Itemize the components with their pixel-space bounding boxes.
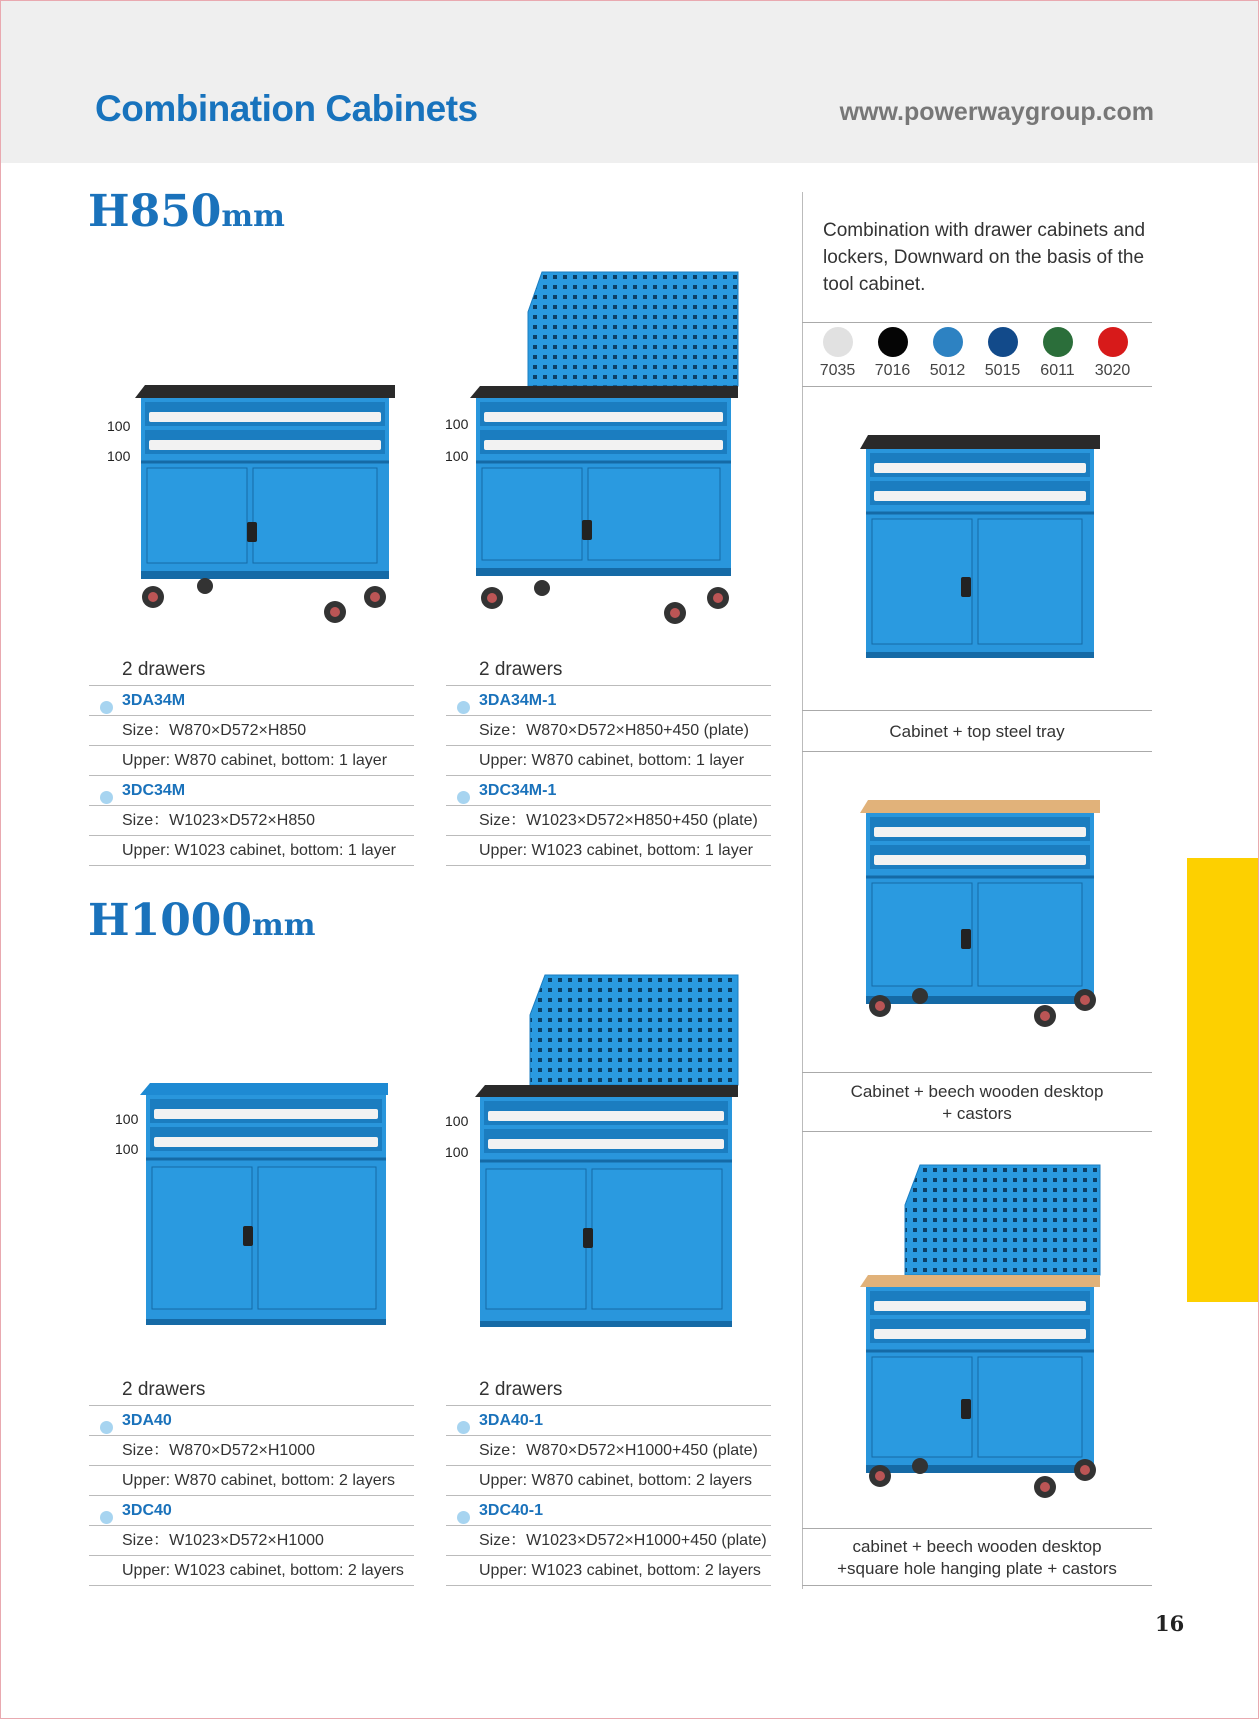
table-row (446, 1495, 771, 1525)
model-code: 3DA34M-1 (479, 692, 557, 709)
drawer-count: 2 drawers (122, 1379, 206, 1400)
table-row: Size：W870×D572×H1000 (89, 1435, 414, 1465)
divider (802, 1131, 1152, 1132)
divider (802, 1585, 1152, 1586)
swatch-5012: 5012 (920, 327, 975, 380)
divider (802, 1528, 1152, 1529)
drawer-height-label: 100 (445, 416, 469, 432)
caption-steel-tray: Cabinet + top steel tray (889, 722, 1065, 741)
table-row: Size：W1023×D572×H850+450 (plate) (446, 805, 771, 835)
table-row: Size：W870×D572×H1000+450 (plate) (446, 1435, 771, 1465)
model-code: 3DC40-1 (479, 1502, 544, 1519)
model-code: 3DA40-1 (479, 1412, 544, 1429)
side-accent-bar (1187, 858, 1259, 1302)
section-heading-h1000: H1000mm (88, 895, 316, 946)
drawer-height-label: 100 (445, 1144, 469, 1160)
drawer-count: 2 drawers (479, 659, 563, 680)
drawer-height-label: 100 (445, 448, 469, 464)
page-number: 16 (1155, 1611, 1185, 1636)
drawer-count: 2 drawers (479, 1379, 563, 1400)
product-spec-3da40 (89, 1375, 414, 1586)
divider (802, 751, 1152, 752)
table-row: Upper: W1023 cabinet, bottom: 2 layers (446, 1555, 771, 1586)
drawer-count: 2 drawers (122, 659, 206, 680)
drawer-height-label: 100 (115, 1111, 139, 1127)
table-row: Size：W1023×D572×H1000+450 (plate) (446, 1525, 771, 1555)
color-swatches (810, 327, 1140, 380)
table-row (89, 685, 414, 715)
product-spec-3da34m (89, 655, 414, 866)
model-code: 3DC34M (122, 782, 186, 799)
product-spec-3da40-1 (446, 1375, 771, 1586)
website-url[interactable]: www.powerwaygroup.com (839, 98, 1154, 126)
swatch-3020: 3020 (1085, 327, 1140, 380)
sidebar-description: Combination with drawer cabinets and lockers, Downward on the basis of the tool cabinet. (823, 220, 1146, 295)
model-code: 3DC40 (122, 1502, 172, 1519)
table-row: Upper: W870 cabinet, bottom: 2 layers (446, 1465, 771, 1495)
cabinet-3da34m-1-image (470, 272, 745, 632)
table-row (446, 685, 771, 715)
table-row: Size：W870×D572×H850 (89, 715, 414, 745)
section-heading-h850: H850mm (88, 186, 285, 237)
table-row: Upper: W1023 cabinet, bottom: 1 layer (89, 835, 414, 866)
swatch-7035: 7035 (810, 327, 865, 380)
cabinet-3da40-1-image (475, 975, 745, 1335)
table-row: Upper: W870 cabinet, bottom: 1 layer (446, 745, 771, 775)
table-row: Upper: W1023 cabinet, bottom: 1 layer (446, 835, 771, 866)
cabinet-3da34m-image (135, 385, 405, 630)
model-code: 3DA40 (122, 1412, 172, 1429)
page-header (0, 0, 1259, 163)
sidebar-divider (802, 192, 803, 1589)
page-title: Combination Cabinets (95, 88, 478, 129)
table-row (446, 775, 771, 805)
table-row: Upper: W870 cabinet, bottom: 1 layer (89, 745, 414, 775)
cabinet-3da40-image (140, 1083, 390, 1333)
divider (802, 710, 1152, 711)
swatch-5015: 5015 (975, 327, 1030, 380)
table-row: Size：W870×D572×H850+450 (plate) (446, 715, 771, 745)
drawer-height-label: 100 (445, 1113, 469, 1129)
caption-beech-castors: Cabinet + beech wooden desktop + castors (850, 1082, 1104, 1123)
table-row (446, 1405, 771, 1435)
model-code: 3DA34M (122, 692, 186, 709)
drawer-height-label: 100 (107, 448, 131, 464)
model-code: 3DC34M-1 (479, 782, 557, 799)
table-row: Size：W1023×D572×H1000 (89, 1525, 414, 1555)
table-row (89, 775, 414, 805)
table-row: Upper: W1023 cabinet, bottom: 2 layers (89, 1555, 414, 1586)
drawer-height-label: 100 (115, 1141, 139, 1157)
divider (802, 322, 1152, 323)
swatch-7016: 7016 (865, 327, 920, 380)
divider (802, 386, 1152, 387)
caption-beech-plate-castors: cabinet + beech wooden desktop +square hole hanging plate + castors (837, 1537, 1117, 1578)
drawer-height-label: 100 (107, 418, 131, 434)
cabinet-steel-tray-image (860, 435, 1100, 665)
divider (802, 1072, 1152, 1073)
cabinet-beech-castors-image (860, 800, 1110, 1035)
swatch-6011: 6011 (1030, 327, 1085, 380)
table-row: Upper: W870 cabinet, bottom: 2 layers (89, 1465, 414, 1495)
product-spec-3da34m-1 (446, 655, 771, 866)
table-row (89, 1405, 414, 1435)
table-row (89, 1495, 414, 1525)
table-row: Size：W1023×D572×H850 (89, 805, 414, 835)
cabinet-beech-plate-castors-image (860, 1165, 1110, 1505)
